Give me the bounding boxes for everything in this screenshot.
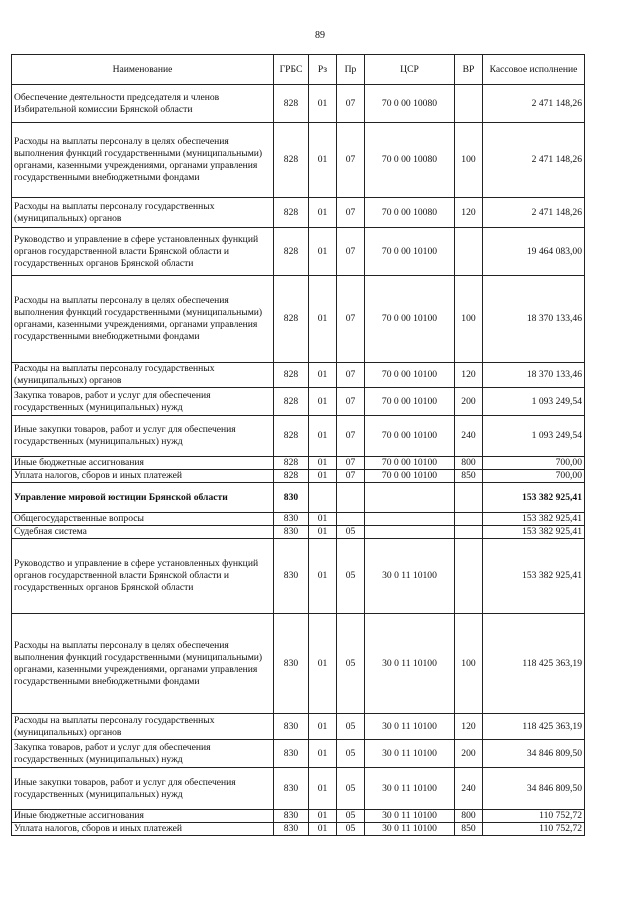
name-cell: Иные закупки товаров, работ и услуг для обеспечения государственных (муниципальных) нужд	[12, 768, 274, 810]
pr-cell: 07	[337, 123, 365, 198]
name-cell: Уплата налогов, сборов и иных платежей	[12, 470, 274, 483]
grbs-cell: 828	[274, 198, 309, 228]
table-row	[12, 810, 585, 823]
name-cell: Закупка товаров, работ и услуг для обеспечения государственных (муниципальных) нужд	[12, 388, 274, 416]
csr-cell: 70 0 00 10080	[365, 123, 455, 198]
pr-cell: 07	[337, 388, 365, 416]
vr-cell: 850	[455, 823, 483, 836]
rz-cell: 01	[309, 539, 337, 614]
sum-cell: 118 425 363,19	[483, 714, 585, 740]
vr-cell: 850	[455, 470, 483, 483]
rz-cell: 01	[309, 526, 337, 539]
csr-cell: 30 0 11 10100	[365, 740, 455, 768]
csr-cell	[365, 483, 455, 513]
name-cell: Управление мировой юстиции Брянской области	[12, 483, 274, 513]
vr-cell: 800	[455, 810, 483, 823]
rz-cell: 01	[309, 614, 337, 714]
vr-cell	[455, 539, 483, 614]
sum-cell: 153 382 925,41	[483, 526, 585, 539]
vr-cell: 240	[455, 768, 483, 810]
grbs-cell: 828	[274, 85, 309, 123]
pr-cell: 07	[337, 470, 365, 483]
sum-cell: 34 846 809,50	[483, 768, 585, 810]
vr-cell: 100	[455, 276, 483, 363]
sum-cell: 700,00	[483, 470, 585, 483]
table-row	[12, 740, 585, 768]
page-number: 89	[315, 30, 325, 41]
table-row	[12, 513, 585, 526]
table-row	[12, 714, 585, 740]
table-row	[12, 457, 585, 470]
table-row	[12, 388, 585, 416]
rz-cell	[309, 483, 337, 513]
rz-cell: 01	[309, 740, 337, 768]
header-rz: Рз	[309, 55, 337, 85]
csr-cell: 70 0 00 10080	[365, 198, 455, 228]
vr-cell: 100	[455, 614, 483, 714]
grbs-cell: 828	[274, 123, 309, 198]
pr-cell	[337, 483, 365, 513]
grbs-cell: 828	[274, 276, 309, 363]
table-row	[12, 416, 585, 457]
rz-cell: 01	[309, 823, 337, 836]
rz-cell: 01	[309, 513, 337, 526]
csr-cell	[365, 526, 455, 539]
pr-cell: 05	[337, 714, 365, 740]
name-cell: Руководство и управление в сфере установленных функций органов государственной власти Брянской области и государственных органов Брянской области	[12, 228, 274, 276]
header-vr: ВР	[455, 55, 483, 85]
pr-cell: 05	[337, 539, 365, 614]
csr-cell	[365, 513, 455, 526]
rz-cell: 01	[309, 768, 337, 810]
name-cell: Расходы на выплаты персоналу государственных (муниципальных) органов	[12, 714, 274, 740]
csr-cell: 30 0 11 10100	[365, 539, 455, 614]
sum-cell: 153 382 925,41	[483, 539, 585, 614]
pr-cell: 05	[337, 810, 365, 823]
csr-cell: 70 0 00 10100	[365, 276, 455, 363]
grbs-cell: 830	[274, 810, 309, 823]
grbs-cell: 828	[274, 363, 309, 388]
vr-cell: 120	[455, 363, 483, 388]
grbs-cell: 828	[274, 457, 309, 470]
table-row	[12, 539, 585, 614]
table-row	[12, 85, 585, 123]
pr-cell: 07	[337, 457, 365, 470]
table-row	[12, 198, 585, 228]
csr-cell: 30 0 11 10100	[365, 768, 455, 810]
name-cell: Общегосударственные вопросы	[12, 513, 274, 526]
sum-cell: 2 471 148,26	[483, 198, 585, 228]
sum-cell: 2 471 148,26	[483, 85, 585, 123]
vr-cell	[455, 85, 483, 123]
pr-cell: 05	[337, 614, 365, 714]
name-cell: Судебная система	[12, 526, 274, 539]
csr-cell: 70 0 00 10100	[365, 470, 455, 483]
grbs-cell: 828	[274, 416, 309, 457]
rz-cell: 01	[309, 470, 337, 483]
rz-cell: 01	[309, 85, 337, 123]
sum-cell: 110 752,72	[483, 823, 585, 836]
table-row	[12, 470, 585, 483]
table-row	[12, 823, 585, 836]
table-row	[12, 123, 585, 198]
header-name: Наименование	[12, 55, 274, 85]
csr-cell: 70 0 00 10080	[365, 85, 455, 123]
name-cell: Руководство и управление в сфере установленных функций органов государственной власти Брянской области и государственных органов Брянской области	[12, 539, 274, 614]
table-row	[12, 483, 585, 513]
pr-cell: 07	[337, 416, 365, 457]
name-cell: Закупка товаров, работ и услуг для обеспечения государственных (муниципальных) нужд	[12, 740, 274, 768]
sum-cell: 153 382 925,41	[483, 483, 585, 513]
sum-cell: 1 093 249,54	[483, 388, 585, 416]
table-row	[12, 768, 585, 810]
name-cell: Расходы на выплаты персоналу в целях обеспечения выполнения функций государственными (муниципальными) органами, казенными учреждениями, органами управления государственными внебюджетными фондами	[12, 614, 274, 714]
csr-cell: 70 0 00 10100	[365, 457, 455, 470]
table-row	[12, 276, 585, 363]
header-sum: Кассовое исполнение	[483, 55, 585, 85]
sum-cell: 153 382 925,41	[483, 513, 585, 526]
name-cell: Расходы на выплаты персоналу государственных (муниципальных) органов	[12, 363, 274, 388]
pr-cell: 07	[337, 363, 365, 388]
sum-cell: 18 370 133,46	[483, 276, 585, 363]
table-row	[12, 526, 585, 539]
table-header-row	[12, 55, 585, 85]
vr-cell: 120	[455, 714, 483, 740]
pr-cell: 05	[337, 823, 365, 836]
grbs-cell: 830	[274, 483, 309, 513]
rz-cell: 01	[309, 416, 337, 457]
header-grbs: ГРБС	[274, 55, 309, 85]
vr-cell: 200	[455, 740, 483, 768]
grbs-cell: 830	[274, 740, 309, 768]
csr-cell: 70 0 00 10100	[365, 416, 455, 457]
pr-cell: 07	[337, 85, 365, 123]
grbs-cell: 828	[274, 470, 309, 483]
sum-cell: 19 464 083,00	[483, 228, 585, 276]
grbs-cell: 830	[274, 614, 309, 714]
name-cell: Иные закупки товаров, работ и услуг для обеспечения государственных (муниципальных) нужд	[12, 416, 274, 457]
table-row	[12, 228, 585, 276]
vr-cell: 240	[455, 416, 483, 457]
csr-cell: 70 0 00 10100	[365, 228, 455, 276]
pr-cell: 05	[337, 768, 365, 810]
vr-cell: 100	[455, 123, 483, 198]
name-cell: Расходы на выплаты персоналу в целях обеспечения выполнения функций государственными (муниципальными) органами, казенными учреждениями, органами управления государственными внебюджетными фондами	[12, 276, 274, 363]
grbs-cell: 830	[274, 513, 309, 526]
sum-cell: 18 370 133,46	[483, 363, 585, 388]
header-csr: ЦСР	[365, 55, 455, 85]
table-row	[12, 363, 585, 388]
rz-cell: 01	[309, 714, 337, 740]
csr-cell: 70 0 00 10100	[365, 363, 455, 388]
vr-cell: 200	[455, 388, 483, 416]
csr-cell: 30 0 11 10100	[365, 810, 455, 823]
sum-cell: 110 752,72	[483, 810, 585, 823]
grbs-cell: 828	[274, 388, 309, 416]
grbs-cell: 830	[274, 768, 309, 810]
name-cell: Расходы на выплаты персоналу в целях обеспечения выполнения функций государственными (муниципальными) органами, казенными учреждениями, органами управления государственными внебюджетными фондами	[12, 123, 274, 198]
rz-cell: 01	[309, 457, 337, 470]
rz-cell: 01	[309, 123, 337, 198]
table-row	[12, 614, 585, 714]
budget-execution-table	[11, 54, 585, 836]
vr-cell	[455, 513, 483, 526]
pr-cell	[337, 513, 365, 526]
vr-cell	[455, 526, 483, 539]
sum-cell: 1 093 249,54	[483, 416, 585, 457]
csr-cell: 30 0 11 10100	[365, 614, 455, 714]
vr-cell: 120	[455, 198, 483, 228]
vr-cell	[455, 228, 483, 276]
csr-cell: 70 0 00 10100	[365, 388, 455, 416]
name-cell: Иные бюджетные ассигнования	[12, 457, 274, 470]
name-cell: Расходы на выплаты персоналу государственных (муниципальных) органов	[12, 198, 274, 228]
sum-cell: 118 425 363,19	[483, 614, 585, 714]
pr-cell: 05	[337, 526, 365, 539]
grbs-cell: 828	[274, 228, 309, 276]
csr-cell: 30 0 11 10100	[365, 714, 455, 740]
name-cell: Уплата налогов, сборов и иных платежей	[12, 823, 274, 836]
grbs-cell: 830	[274, 526, 309, 539]
grbs-cell: 830	[274, 823, 309, 836]
vr-cell: 800	[455, 457, 483, 470]
rz-cell: 01	[309, 388, 337, 416]
name-cell: Обеспечение деятельности председателя и членов Избирательной комиссии Брянской области	[12, 85, 274, 123]
rz-cell: 01	[309, 228, 337, 276]
pr-cell: 07	[337, 198, 365, 228]
sum-cell: 700,00	[483, 457, 585, 470]
rz-cell: 01	[309, 198, 337, 228]
pr-cell: 05	[337, 740, 365, 768]
rz-cell: 01	[309, 810, 337, 823]
rz-cell: 01	[309, 363, 337, 388]
pr-cell: 07	[337, 228, 365, 276]
grbs-cell: 830	[274, 714, 309, 740]
grbs-cell: 830	[274, 539, 309, 614]
sum-cell: 34 846 809,50	[483, 740, 585, 768]
header-pr: Пр	[337, 55, 365, 85]
rz-cell: 01	[309, 276, 337, 363]
vr-cell	[455, 483, 483, 513]
pr-cell: 07	[337, 276, 365, 363]
sum-cell: 2 471 148,26	[483, 123, 585, 198]
csr-cell: 30 0 11 10100	[365, 823, 455, 836]
name-cell: Иные бюджетные ассигнования	[12, 810, 274, 823]
